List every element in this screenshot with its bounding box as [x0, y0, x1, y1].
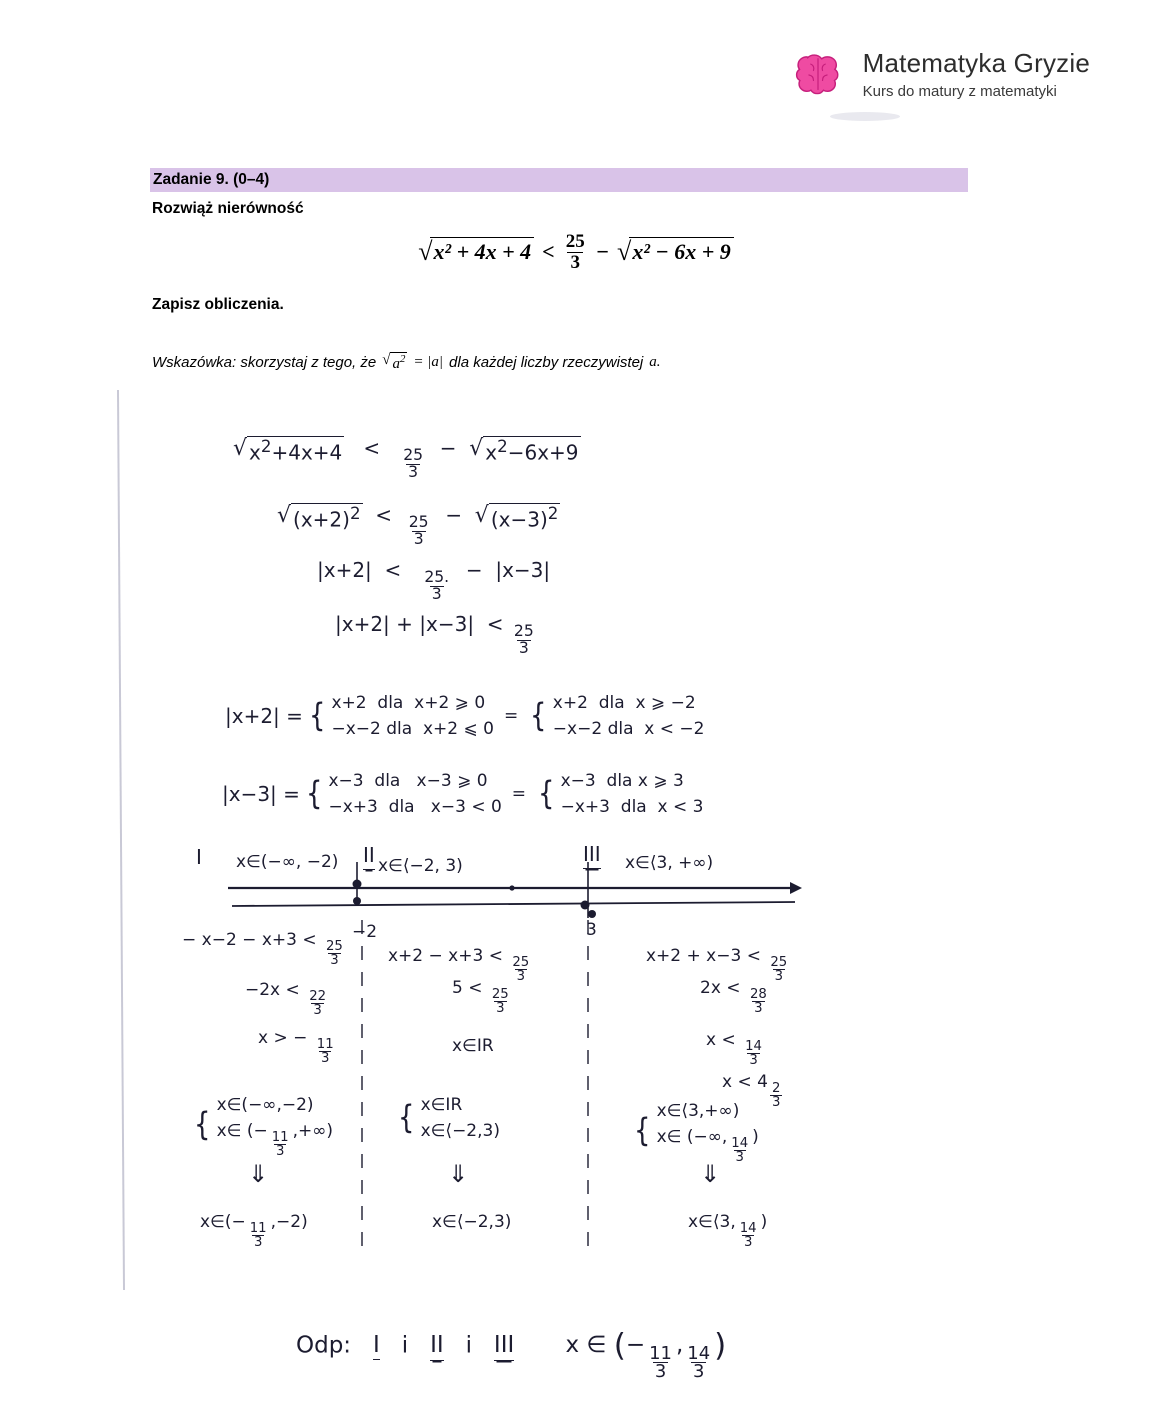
hint-equation: = |a| [413, 354, 444, 370]
hw-col1-arrow: ⇓ [248, 1160, 269, 1188]
task-write-instruction: Zapisz obliczenia. [152, 296, 284, 313]
logo-shadow [830, 112, 900, 121]
hw-col3-system: { x∈⟨3,+∞) x∈ (−∞, $\frac{14}{3}$ ) [634, 1101, 759, 1166]
hw-line-1: √ $x^2+4x+4$ < $\frac{25}{3}$ − √ $x^2-6x+9$ [233, 436, 579, 482]
brand-title: Matematyka Gryzie [862, 48, 1090, 79]
hw-line-2: √ $(x+2)^2$ < $\frac{25}{3}$ − √ $(x-3)^2$ [277, 503, 559, 549]
task-hint [152, 352, 661, 373]
hw-col1-step1: −2x < $\frac{22}{3}$ [245, 980, 327, 1018]
hw-interval-III-set: x∈⟨3, +∞) [625, 853, 714, 873]
inequality-right-radicand: x² − 6x + 9 [629, 237, 733, 267]
hw-col1-system: { x∈(−∞,−2) x∈ (− $\frac{11}{3}$ ,+∞) [194, 1095, 334, 1160]
hw-axis-point-left: −2 [352, 922, 378, 942]
brand-subtitle: Kurs do matury z matematyki [862, 83, 1057, 101]
hw-col3-result: x∈⟨3, $\frac{14}{3}$ ) [688, 1212, 768, 1250]
answer-part-3: III [494, 1332, 514, 1361]
hint-prefix: Wskazówka: skorzystaj z tego, że [152, 354, 377, 371]
brand-header [789, 46, 1090, 104]
hw-col1-inequality: − x−2 − x+3 < $\frac{25}{3}$ [182, 930, 343, 968]
answer-part-2: II [430, 1332, 444, 1361]
hw-col2-inequality: x+2 − x+3 < $\frac{25}{3}$ [388, 946, 530, 984]
inequality-fraction: $\frac{25}{3}$ [565, 231, 585, 273]
hw-col3-step2: x < $\frac{14}{3}$ [706, 1030, 762, 1068]
answer-label: Odp: [296, 1332, 352, 1359]
hw-col2-arrow: ⇓ [448, 1160, 469, 1188]
hw-col2-result: x∈⟨−2,3) [432, 1212, 512, 1232]
hw-col3-inequality: x+2 + x−3 < $\frac{25}{3}$ [646, 946, 788, 984]
hw-interval-II-label: II [363, 843, 375, 867]
answer-conj-1: i [401, 1332, 409, 1359]
hw-case-abs2: |x−3| = { x−3 dla x−3 ⩾ 0 −x+3 dla x−3 < 0 = { x−3 dla x ⩾ 3 −x+3 dla x < 3 [222, 771, 704, 818]
hw-line-3: |x+2| < $\frac{25.}{3}$ − |x−3| [317, 558, 551, 604]
answer-part-1: I [373, 1332, 380, 1359]
inequality-left-radicand: x² + 4x + 4 [430, 237, 534, 267]
answer-conj-2: i [465, 1332, 472, 1359]
hw-col2-step1: 5 < $\frac{25}{3}$ [452, 978, 509, 1016]
hw-col3-step1: 2x < $\frac{28}{3}$ [700, 978, 767, 1016]
brain-icon [789, 46, 847, 104]
hw-line-4: |x+2| + |x−3| < $\frac{25}{3}$ [335, 612, 534, 658]
task-prompt: Rozwiąż nierówność [152, 200, 304, 217]
hw-interval-II-set: x∈⟨−2, 3) [378, 856, 463, 876]
hw-col2-step2: x∈IR [452, 1036, 494, 1056]
hw-col3-step3: x < 4 $\frac{2}{3}$ [722, 1072, 781, 1110]
answer-final: x ∈ (− $\frac{11}{3}$ , $\frac{14}{3}$ ) [565, 1328, 727, 1383]
inequality-minus: − [595, 239, 610, 265]
hw-case-abs1: |x+2| = { x+2 dla x+2 ⩾ 0 −x−2 dla x+2 ⩽ 0 = { x+2 dla x ⩾ −2 −x−2 dla x < −2 [225, 693, 705, 740]
hw-col1-step2: x > − $\frac{11}{3}$ [258, 1028, 334, 1066]
inequality-relation: < [542, 239, 555, 265]
hw-col1-result: x∈(− $\frac{11}{3}$ ,−2) [200, 1212, 308, 1250]
hw-col3-arrow: ⇓ [700, 1160, 721, 1188]
hw-axis-point-right: 3 [586, 920, 597, 940]
hint-variable: a. [649, 354, 661, 370]
task-header-label: Zadanie 9. (0–4) [153, 171, 270, 188]
task-header-bar [150, 168, 968, 192]
hint-sqrt: √ $a^2$ [382, 352, 406, 372]
hw-interval-I-set: x∈(−∞, −2) [236, 852, 339, 872]
printed-inequality: √ x² + 4x + 4 < $\frac{25}{3}$ − √ x² − 6x + 9 [0, 232, 1152, 273]
hw-interval-I-label: I [196, 845, 202, 869]
hw-col2-system: { x∈IR x∈⟨−2,3) [398, 1095, 500, 1142]
hw-answer [296, 1328, 726, 1381]
hw-interval-III-label: III [583, 842, 601, 866]
hint-suffix: dla każdej liczby rzeczywistej [449, 354, 644, 371]
